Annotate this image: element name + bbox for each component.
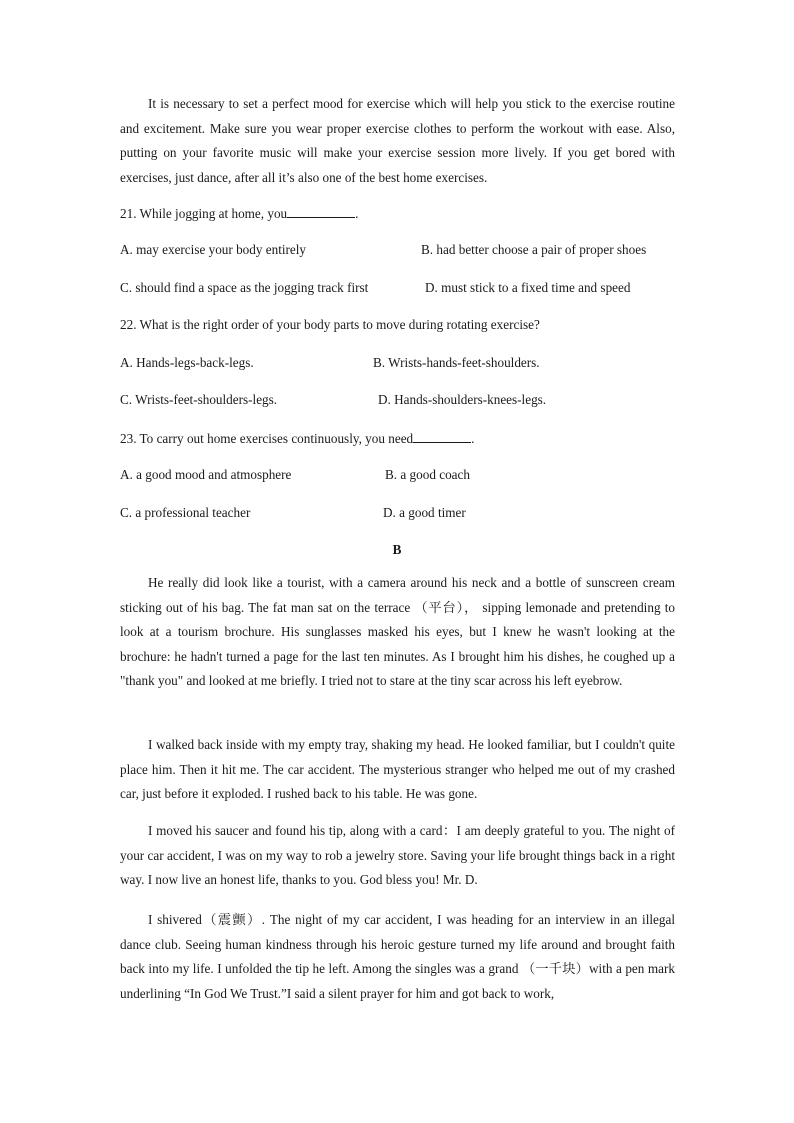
answer-blank[interactable] [287,205,355,218]
question-22-stem: 22. What is the right order of your body parts to move during rotating exercise? [120,317,540,332]
answer-blank[interactable] [413,430,471,443]
section-b-heading: B [392,542,402,557]
question-22-option-a[interactable]: A. Hands-legs-back-legs. [120,355,254,370]
question-23-stem: 23. To carry out home exercises continuously, you need . [120,431,475,446]
question-21-option-b[interactable]: B. had better choose a pair of proper shoes [421,242,647,257]
question-23-option-c[interactable]: C. a professional teacher [120,505,251,520]
question-22-option-b[interactable]: B. Wrists-hands-feet-shoulders. [373,355,540,370]
question-21-option-c[interactable]: C. should find a space as the jogging track first [120,280,369,295]
passage-b-paragraph-4: I shivered（震颤）. The night of my car accident, I was heading for an interview in an illegal dance club. Seeing human kindness through his heroic gesture turned my life around and brought faith back into my life. I unfolded the tip he left. Among the singles was a grand （一千块）with a pen mark underlining “In God We Trust.”I said a silent prayer for him and got back to work, [120,912,675,1001]
question-23-option-a[interactable]: A. a good mood and atmosphere [120,467,292,482]
passage-b-paragraph-2: I walked back inside with my empty tray, shaking my head. He looked familiar, but I couldn't quite place him. Then it hit me. The car accident. The mysterious stranger who helped me out of my crashed car, just before it exploded. I rushed back to his table. He was gone. [120,737,675,802]
passage-b-paragraph-3: I moved his saucer and found his tip, along with a card：I am deeply grateful to you. The night of your car accident, I was on my way to rob a jewelry store. Saving your life brought things back in a right way. I now live an honest life, thanks to you. God bless you! Mr. D. [120,823,675,888]
question-22-option-c[interactable]: C. Wrists-feet-shoulders-legs. [120,392,278,407]
question-21-stem: 21. While jogging at home, you . [120,206,359,221]
question-23-option-b[interactable]: B. a good coach [385,467,470,482]
passage-b-paragraph-1: He really did look like a tourist, with a camera around his neck and a bottle of sunscreen cream sticking out of his bag. The fat man sat on the terrace （平台）， sipping lemonade and pretending to look at a tourism brochure. His sunglasses masked his eyes, but I knew he wasn't looking at the brochure: he hadn't turned a page for the last ten minutes. As I brought him his dishes, he coughed up a "thank you" and looked at me briefly. I tried not to stare at the tiny scar across his left eyebrow. [120,575,675,689]
passage-a-paragraph: It is necessary to set a perfect mood for exercise which will help you stick to the exercise routine and excitement. Make sure you wear proper exercise clothes to perform the workout with ease. Also, putting on your favorite music will make your exercise session more lively. If you get bored with exercises, just dance, after all it’s also one of the best home exercises. [120,96,675,185]
question-22-option-d[interactable]: D. Hands-shoulders-knees-legs. [378,392,547,407]
question-21-option-d[interactable]: D. must stick to a fixed time and speed [425,280,631,295]
question-23-option-d[interactable]: D. a good timer [383,505,466,520]
question-21-option-a[interactable]: A. may exercise your body entirely [120,242,307,257]
